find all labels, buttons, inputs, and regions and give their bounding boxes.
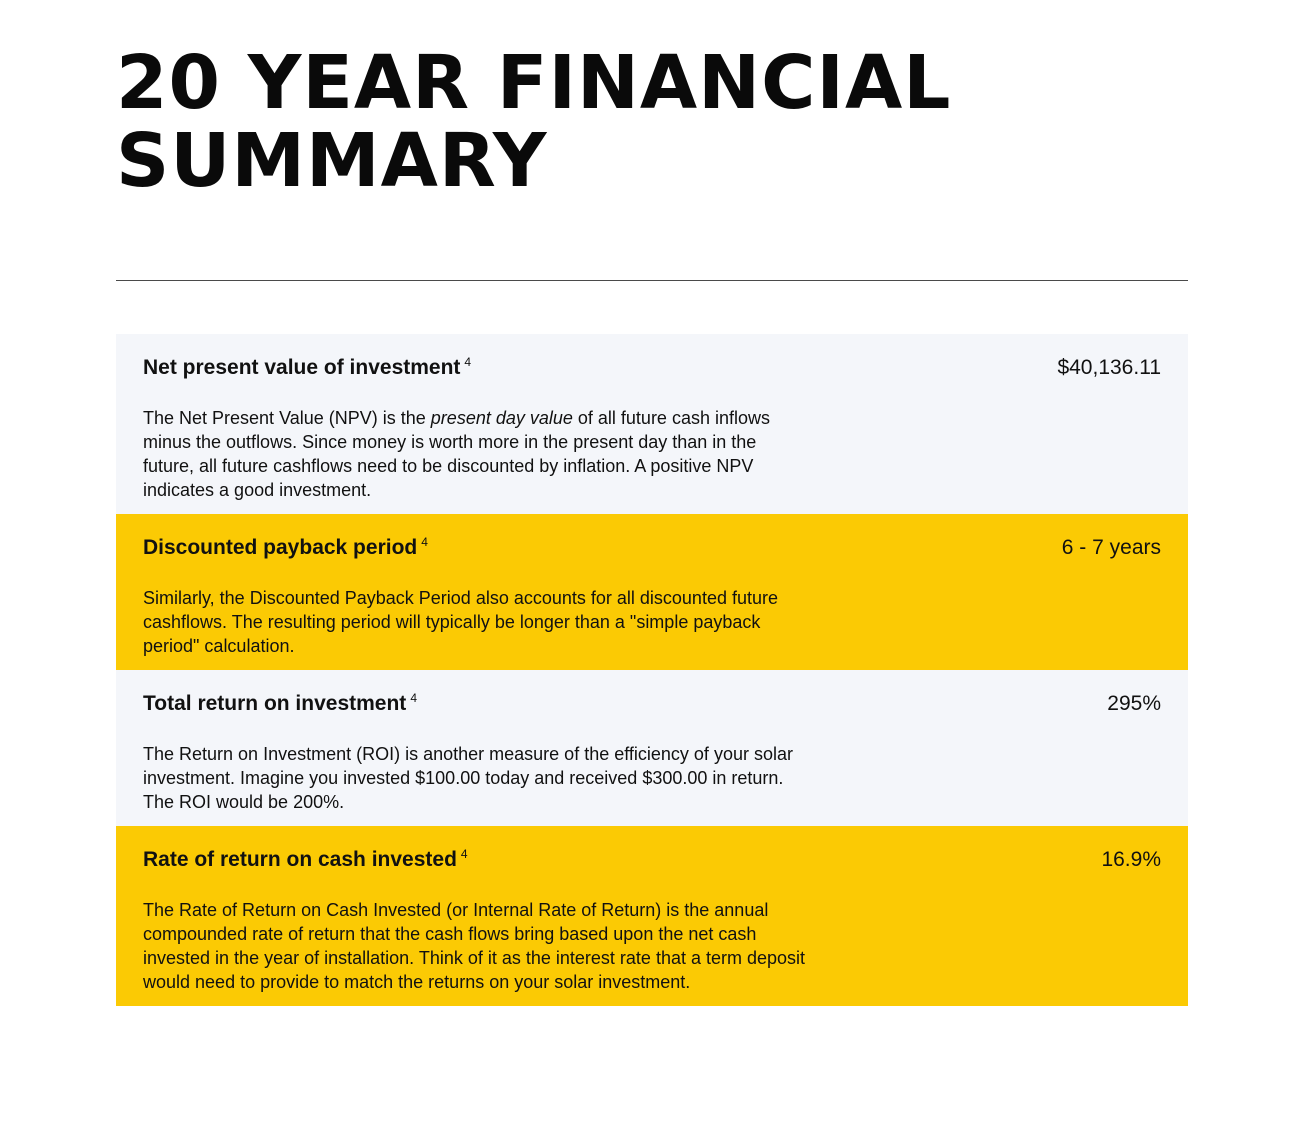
metric-total-return-on-investment — [116, 670, 1188, 826]
metric-title — [143, 840, 468, 874]
footnote-marker: 4 — [421, 535, 428, 549]
metric-title-text: Discounted payback period — [143, 536, 418, 559]
metric-value: 295% — [1107, 692, 1161, 715]
metric-title — [143, 348, 471, 382]
metric-value: $40,136.11 — [1057, 356, 1161, 379]
footnote-marker: 4 — [464, 355, 472, 369]
metric-title-text: Total return on investment — [143, 692, 407, 715]
financial-metrics-list — [116, 334, 1188, 1006]
metric-title — [143, 684, 417, 718]
footnote-marker: 4 — [410, 691, 417, 705]
page-title-line-2: SUMMARY — [116, 118, 548, 204]
page-title — [116, 40, 952, 204]
metric-value: 6 - 7 years — [1061, 536, 1161, 559]
metric-description: Similarly, the Discounted Payback Period also accounts for all discounted future cashflows. The resulting period will typically be longer than a "simple payback period" calculation. — [143, 588, 778, 656]
metric-title-text: Net present value of investment — [143, 356, 461, 379]
metric-description: The Net Present Value (NPV) is the present day value of all future cash inflows minus the outflows. Since money is worth more in the present day than in the future, all future cashflows need to be discounted by inflation. A positive NPV indicates a good investment. — [143, 408, 770, 500]
metric-rate-of-return-on-cash — [116, 826, 1188, 1006]
metric-description: The Rate of Return on Cash Invested (or Internal Rate of Return) is the annual compounded rate of return that the cash flows bring based upon the net cash invested in the year of installation. Think of it as the interest rate that a term deposit would need to provide to match the returns on your solar investment. — [143, 900, 806, 992]
footnote-marker: 4 — [460, 847, 468, 861]
page-title-line-1: 20 YEAR FINANCIAL — [116, 40, 952, 126]
metric-discounted-payback-period — [116, 514, 1188, 670]
metric-title — [143, 528, 428, 562]
metric-title-text: Rate of return on cash invested — [143, 848, 457, 871]
emphasized-text: present day value — [430, 408, 573, 428]
metric-value: 16.9% — [1101, 848, 1161, 871]
metric-description: The Return on Investment (ROI) is another measure of the efficiency of your solar investment. Imagine you invested $100.00 today and received $300.00 in return. The ROI would be 200%. — [143, 744, 793, 812]
title-divider — [116, 280, 1188, 281]
metric-net-present-value — [116, 334, 1188, 514]
